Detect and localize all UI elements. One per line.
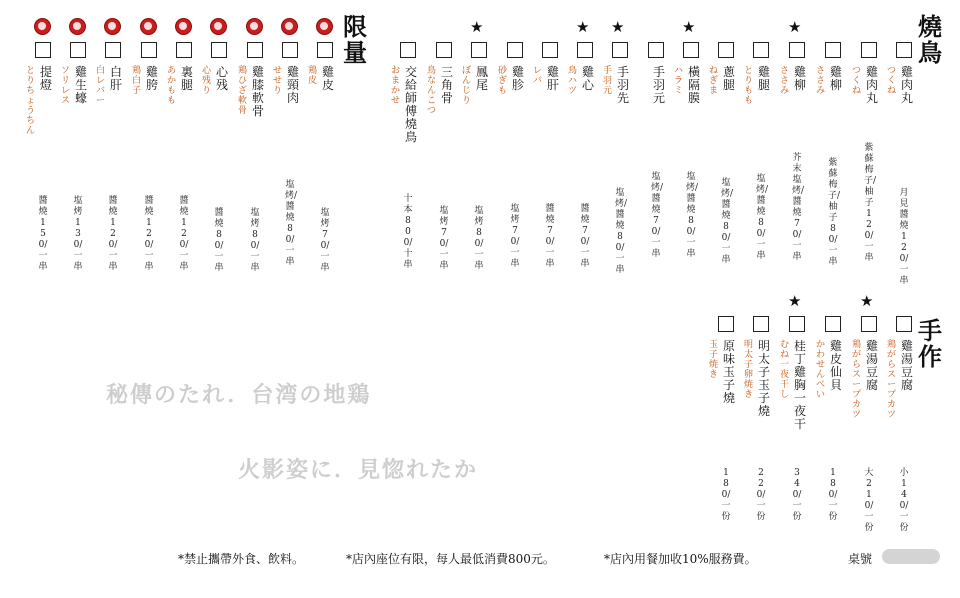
recommended-star-icon: ★: [788, 18, 802, 36]
section-title-yakitori: 燒鳥: [918, 12, 942, 67]
order-checkbox[interactable]: [612, 42, 628, 58]
limited-badge-icon: [34, 18, 51, 35]
item-price: 大210/一份: [864, 468, 874, 533]
limited-item: [238, 42, 268, 338]
item-name: 三角骨: [441, 65, 454, 105]
yakitori-item: [427, 42, 457, 336]
item-japanese-name: 鶏白子: [132, 66, 142, 96]
order-checkbox[interactable]: [176, 42, 192, 58]
item-price: 塩烤/醬燒80/一串: [615, 188, 628, 275]
recommended-star-icon: ★: [470, 18, 484, 36]
order-checkbox[interactable]: [507, 42, 523, 58]
item-name: 心残: [216, 65, 229, 92]
order-checkbox[interactable]: [211, 42, 227, 58]
item-name: 白肝: [110, 65, 123, 92]
limited-badge-icon: [69, 18, 86, 35]
item-name: 雞肝: [547, 65, 560, 92]
item-price: 塩烤70/一串: [320, 208, 330, 273]
order-checkbox[interactable]: [683, 42, 699, 58]
recommended-star-icon: ★: [576, 18, 590, 36]
yakitori-item: [568, 18, 598, 334]
item-japanese-name: 鶏がらスープカツ: [852, 340, 862, 420]
item-name: 交給師傅燒鳥: [405, 65, 418, 144]
order-checkbox[interactable]: [282, 42, 298, 58]
item-name: 蔥腿: [723, 65, 736, 92]
item-name: 裏腿: [181, 65, 194, 92]
item-name: 雞腿: [758, 65, 771, 92]
recommended-star-icon: ★: [788, 292, 802, 310]
item-japanese-name: せせり: [273, 66, 283, 96]
item-price: 醬燒120/一串: [108, 196, 118, 272]
item-japanese-name: あかもも: [167, 66, 177, 106]
item-name: 雞膝軟骨: [252, 65, 265, 118]
item-japanese-name: とりもも: [744, 66, 754, 106]
order-checkbox[interactable]: [896, 316, 912, 332]
order-checkbox[interactable]: [317, 42, 333, 58]
limited-badge-icon: [316, 18, 333, 35]
item-price: 塩烤80/一串: [250, 208, 260, 273]
footer-note-no-outside-food: *禁止攜帶外食、飲料。: [178, 552, 305, 566]
item-japanese-name: 砂ぎも: [498, 66, 508, 96]
item-name: 雞柳: [794, 65, 807, 92]
item-price: 醬燒70/一串: [580, 204, 590, 269]
item-price: 340/一份: [792, 468, 802, 522]
yakitori-item: [498, 42, 528, 334]
limited-badge-icon: [246, 18, 263, 35]
item-name: 鳳尾: [476, 65, 489, 92]
footer-note-minimum-charge: *店內座位有限，每人最低消費800元。: [346, 552, 555, 566]
handmade-item: [780, 292, 810, 598]
order-checkbox[interactable]: [141, 42, 157, 58]
item-name: 明太子玉子燒: [758, 339, 771, 418]
order-checkbox[interactable]: [70, 42, 86, 58]
item-price: 醬燒70/一串: [545, 204, 555, 269]
item-japanese-name: 玉子焼き: [709, 340, 719, 380]
item-japanese-name: ささみ: [816, 66, 826, 96]
yakitori-item: [887, 42, 917, 318]
item-price: 醬燒120/一串: [144, 196, 154, 272]
item-price: 220/一份: [756, 468, 766, 522]
order-checkbox[interactable]: [648, 42, 664, 58]
yakitori-item: [780, 18, 810, 283]
section-title-handmade: 手作: [918, 316, 942, 371]
item-japanese-name: ぼんじり: [462, 66, 472, 106]
limited-item: [273, 42, 303, 310]
item-japanese-name: ソリレス: [61, 66, 71, 106]
order-checkbox[interactable]: [436, 42, 452, 58]
item-price: 塩烤70/一串: [510, 204, 520, 269]
yakitori-item: [709, 42, 739, 308]
order-checkbox[interactable]: [825, 316, 841, 332]
item-japanese-name: 鶏ひざ軟骨: [238, 66, 248, 116]
item-name: 雞皮: [322, 65, 335, 92]
item-japanese-name: 鶏がらスープカツ: [887, 340, 897, 420]
item-name: 雞生蠔: [75, 65, 88, 105]
item-japanese-name: 手羽元: [603, 66, 613, 96]
item-price: 180/一份: [721, 468, 731, 522]
yakitori-item: [533, 42, 563, 334]
recommended-star-icon: ★: [611, 18, 625, 36]
item-name: 雞心: [582, 65, 595, 92]
order-checkbox[interactable]: [825, 42, 841, 58]
yakitori-item: [744, 42, 774, 304]
recommended-star-icon: ★: [682, 18, 696, 36]
order-checkbox[interactable]: [789, 42, 805, 58]
recommended-star-icon: ★: [860, 292, 874, 310]
item-name: 雞肉丸: [901, 65, 914, 105]
limited-badge-icon: [175, 18, 192, 35]
order-checkbox[interactable]: [718, 42, 734, 58]
limited-badge-icon: [210, 18, 227, 35]
item-japanese-name: ささみ: [780, 66, 790, 96]
item-name: 雞湯豆腐: [866, 339, 879, 392]
item-price: 塩烤70/一串: [439, 206, 449, 271]
item-japanese-name: レバ: [533, 66, 543, 86]
item-name: 提燈: [40, 65, 53, 92]
item-price: 塩烤80/一串: [474, 206, 484, 271]
limited-item: [96, 42, 126, 326]
limited-badge-icon: [104, 18, 121, 35]
order-checkbox[interactable]: [247, 42, 263, 58]
table-number-field[interactable]: [882, 549, 940, 564]
order-checkbox[interactable]: [789, 316, 805, 332]
item-price: 醬燒150/一串: [38, 196, 48, 272]
item-japanese-name: おまかせ: [391, 66, 401, 106]
order-checkbox[interactable]: [753, 316, 769, 332]
yakitori-item: [816, 42, 846, 288]
order-checkbox[interactable]: [542, 42, 558, 58]
slogan-2: 火影姿に．見惚れたか: [238, 457, 479, 483]
order-checkbox[interactable]: [718, 316, 734, 332]
item-price: 紫蘇梅子/柚子80/一串: [828, 158, 841, 267]
item-price: 塩烤/醬燒80/一串: [756, 174, 769, 261]
order-checkbox[interactable]: [861, 42, 877, 58]
order-checkbox[interactable]: [896, 42, 912, 58]
item-price: 十本800/十串: [403, 194, 413, 270]
item-name: 雞皮仙貝: [830, 339, 843, 392]
item-price: 塩烤/醬燒70/一串: [651, 172, 664, 259]
item-price: 塩烤/醬燒80/一串: [721, 178, 734, 265]
limited-item: [132, 42, 162, 326]
item-price: 塩烤/醬燒80/一串: [686, 172, 699, 259]
item-price: 芥末塩烤/醬燒70/一串: [792, 153, 805, 262]
limited-item: [308, 42, 338, 338]
item-price: 醬燒120/一串: [179, 196, 189, 272]
yakitori-item: [674, 18, 704, 302]
item-japanese-name: むね一夜干し: [780, 340, 790, 400]
order-checkbox[interactable]: [471, 42, 487, 58]
item-name: 雞湯豆腐: [901, 339, 914, 392]
item-japanese-name: ハラミ: [674, 66, 684, 96]
order-checkbox[interactable]: [861, 316, 877, 332]
yakitori-item: [645, 42, 669, 302]
footer-note-service-charge: *店內用餐加收10%服務費。: [604, 552, 757, 566]
yakitori-item: [852, 42, 882, 273]
item-name: 桂丁雞胸一夜干: [794, 339, 807, 431]
order-checkbox[interactable]: [577, 42, 593, 58]
slogan-1: 秘傳のたれ．台湾の地鶏: [106, 382, 372, 408]
item-name: 雞胗: [512, 65, 525, 92]
item-price: 紫蘇梅子/柚子120/一串: [864, 143, 877, 263]
item-japanese-name: 白レバー: [96, 66, 106, 106]
limited-item: [26, 42, 56, 326]
item-japanese-name: 鶏皮: [308, 66, 318, 86]
item-japanese-name: つくね: [852, 66, 862, 96]
item-name: 橫隔膜: [688, 65, 701, 105]
limited-item: [167, 42, 197, 326]
item-name: 雞柳: [830, 65, 843, 92]
order-checkbox[interactable]: [35, 42, 51, 58]
item-name: 手羽元: [653, 65, 666, 105]
table-number-label: 桌號: [848, 552, 873, 566]
item-japanese-name: 鳥なんこつ: [427, 66, 437, 116]
item-japanese-name: とりちょうちん: [26, 66, 36, 136]
item-price: 月見醬燒120/一串: [899, 188, 909, 286]
limited-badge-icon: [281, 18, 298, 35]
yakitori-item: [391, 42, 421, 324]
limited-badge-icon: [140, 18, 157, 35]
item-price: 180/一份: [828, 468, 838, 522]
yakitori-item: [603, 18, 633, 318]
item-price: 塩烤/醬燒80/一串: [285, 180, 298, 267]
item-price: 小140/一份: [899, 468, 909, 533]
limited-item: [61, 42, 91, 326]
order-checkbox[interactable]: [400, 42, 416, 58]
order-checkbox[interactable]: [753, 42, 769, 58]
item-name: 雞頸肉: [287, 65, 300, 105]
yakitori-item: [462, 18, 492, 336]
item-japanese-name: 明太子卵焼き: [744, 340, 754, 400]
item-name: 雞胯: [146, 65, 159, 92]
limited-item: [202, 42, 232, 338]
item-japanese-name: ねぎま: [709, 66, 719, 96]
section-title-limited: 限量: [343, 12, 367, 67]
item-price: 塩烤130/一串: [73, 196, 83, 272]
order-checkbox[interactable]: [105, 42, 121, 58]
item-price: 醬燒80/一串: [214, 208, 224, 273]
item-japanese-name: 鳥ハツ: [568, 66, 578, 96]
item-japanese-name: つくね: [887, 66, 897, 96]
handmade-item: [816, 316, 846, 598]
item-japanese-name: 心残り: [202, 66, 212, 96]
item-name: 雞肉丸: [866, 65, 879, 105]
item-japanese-name: かわせんべい: [816, 340, 826, 400]
item-name: 原味玉子燒: [723, 339, 736, 405]
item-name: 手羽先: [617, 65, 630, 105]
